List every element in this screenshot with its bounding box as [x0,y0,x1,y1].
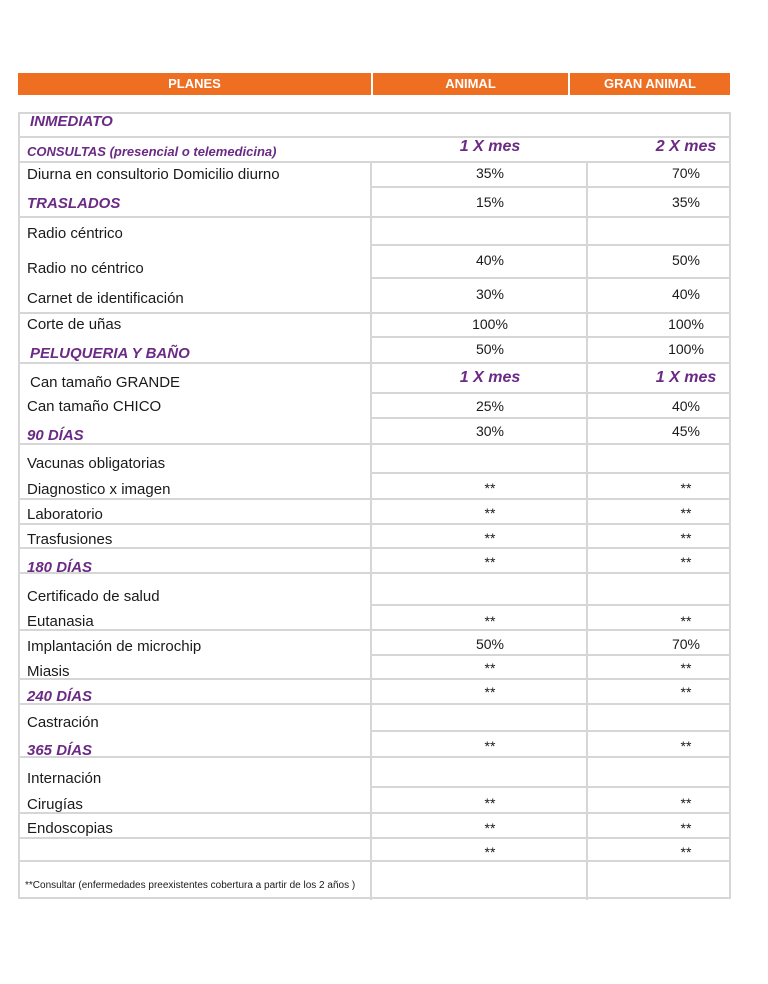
row-divider [18,837,731,839]
row-label: Can tamaño GRANDE [30,374,181,391]
row-label: Internación [27,770,102,787]
gran-animal-value: ** [680,530,692,546]
animal-value: 30% [475,286,505,302]
animal-value: 15% [475,194,505,210]
row-label: 365 DÍAS [27,742,93,759]
row-label: Miasis [27,663,70,680]
row-label: Vacunas obligatorias [27,455,166,472]
row-divider [18,136,731,138]
animal-value: ** [484,660,496,676]
animal-value: 1 X mes [459,369,521,386]
gran-animal-value: ** [680,660,692,676]
gran-animal-value: 1 X mes [655,369,717,386]
row-label: Corte de uñas [27,316,122,333]
row-divider [18,703,731,705]
row-divider [18,498,731,500]
animal-value: 30% [475,423,505,439]
animal-value: 100% [472,316,508,332]
row-divider [371,472,731,474]
animal-value: 1 X mes [459,138,521,155]
gran-animal-value: 100% [668,316,704,332]
gran-animal-value: 100% [668,341,704,357]
animal-value: ** [484,684,496,700]
row-label: Endoscopias [27,820,113,837]
gran-animal-value: ** [680,844,692,860]
gran-animal-value: ** [680,738,692,754]
row-divider [371,417,731,419]
row-label: Cirugías [27,796,83,813]
row-label: Laboratorio [27,506,103,523]
row-label: Trasfusiones [27,531,113,548]
animal-value: ** [484,505,496,521]
column-divider [370,731,372,900]
gran-animal-value: ** [680,554,692,570]
row-label: Implantación de microchip [27,638,202,655]
row-divider [18,756,731,758]
gran-animal-value: ** [680,505,692,521]
row-divider [18,523,731,525]
header-animal: ANIMAL [373,73,568,95]
animal-value: 50% [475,341,505,357]
gran-animal-value: 40% [671,398,701,414]
gran-animal-value: ** [680,684,692,700]
row-label: Certificado de salud [27,588,160,605]
row-divider [18,572,731,574]
gran-animal-value: 2 X mes [655,138,717,155]
footnote: **Consultar (enfermedades preexistentes cobertura a partir de los 2 años ) [25,880,356,891]
gran-animal-value: 35% [671,194,701,210]
animal-value: ** [484,738,496,754]
animal-value: ** [484,795,496,811]
row-divider [18,216,731,218]
row-divider [18,860,731,862]
gran-animal-value: ** [680,480,692,496]
gran-animal-value: 50% [671,252,701,268]
row-divider [18,678,731,680]
gran-animal-value: 40% [671,286,701,302]
row-label: INMEDIATO [30,113,113,130]
animal-value: ** [484,530,496,546]
row-label: Can tamaño CHICO [27,398,162,415]
column-divider [586,731,588,900]
row-label: Diagnostico x imagen [27,481,171,498]
row-label: Diurna en consultorio Domicilio diurno [27,166,280,183]
row-label: CONSULTAS (presencial o telemedicina) [27,144,277,159]
animal-value: ** [484,480,496,496]
animal-value: ** [484,613,496,629]
header-gran-animal: GRAN ANIMAL [570,73,730,95]
row-label: 180 DÍAS [27,559,93,576]
gran-animal-value: 70% [671,165,701,181]
row-divider [371,186,731,188]
row-divider [371,336,731,338]
gran-animal-value: 45% [671,423,701,439]
row-divider [371,244,731,246]
row-divider [371,786,731,788]
row-label: 90 DÍAS [27,427,84,444]
row-divider [371,604,731,606]
row-label: Castración [27,714,99,731]
animal-value: 25% [475,398,505,414]
animal-value: ** [484,554,496,570]
table-header [18,73,730,95]
animal-value: ** [484,820,496,836]
row-divider [18,812,731,814]
row-divider [18,443,731,445]
gran-animal-value: ** [680,820,692,836]
row-label: TRASLADOS [27,195,121,212]
row-label: Radio céntrico [27,225,123,242]
row-label: 240 DÍAS [27,688,93,705]
row-label: Radio no céntrico [27,260,144,277]
row-divider [371,654,731,656]
header-planes: PLANES [18,73,371,95]
row-label: PELUQUERIA Y BAÑO [30,345,190,362]
row-label: Carnet de identificación [27,290,184,307]
animal-value: 35% [475,165,505,181]
row-divider [18,629,731,631]
animal-value: 40% [475,252,505,268]
animal-value: ** [484,844,496,860]
row-label: Eutanasia [27,613,94,630]
row-divider [18,362,731,364]
gran-animal-value: ** [680,795,692,811]
row-divider [18,161,731,163]
gran-animal-value: ** [680,613,692,629]
animal-value: 50% [475,636,505,652]
row-divider [371,730,731,732]
row-divider [18,312,731,314]
row-divider [371,392,731,394]
row-divider [18,547,731,549]
gran-animal-value: 70% [671,636,701,652]
row-divider [371,277,731,279]
